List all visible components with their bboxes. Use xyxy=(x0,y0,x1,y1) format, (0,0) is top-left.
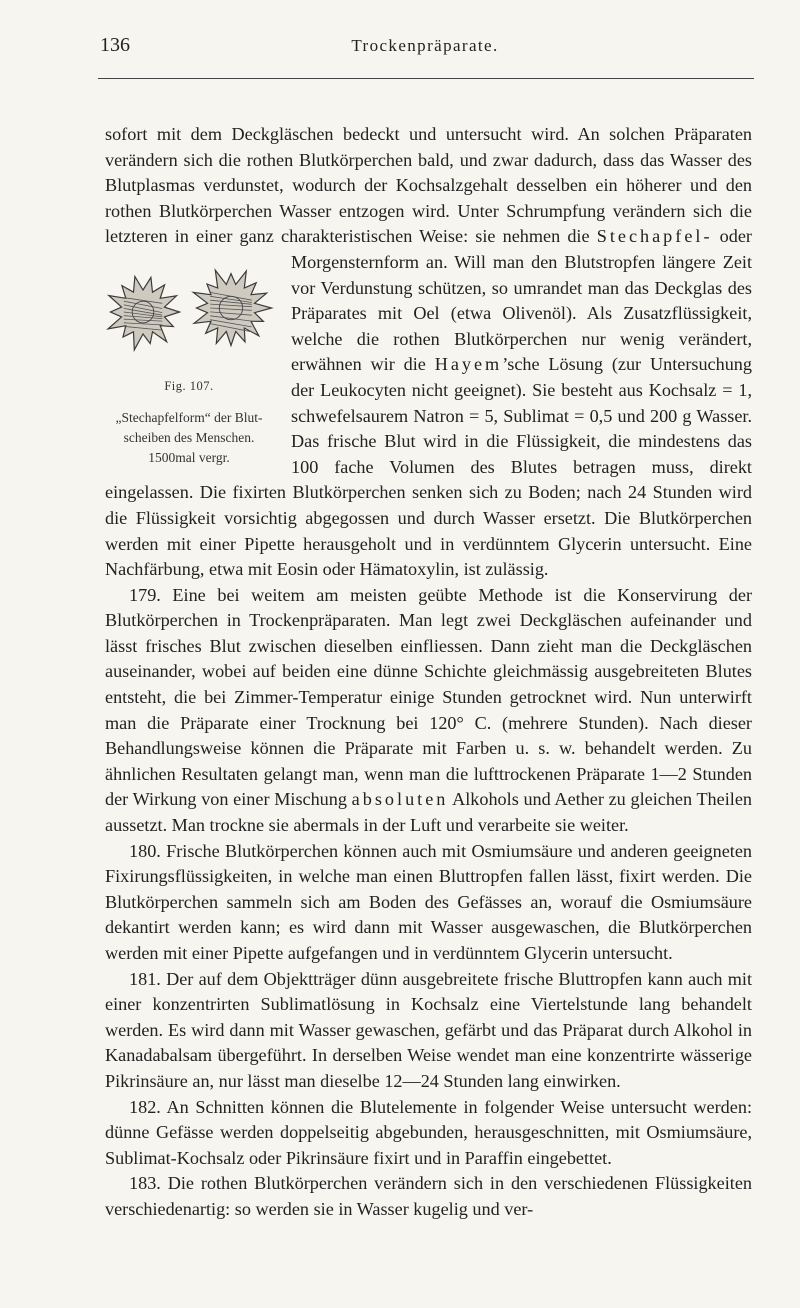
running-head: Trockenpräparate. xyxy=(351,36,499,55)
emphasis-absoluten: absoluten xyxy=(351,789,449,810)
page-header xyxy=(100,34,750,64)
paragraph-180: 180. Frische Blutkörperchen können auch mit Osmiumsäure und anderen geeigneten Fixirungsflüssigkeiten, in welche man einen Bluttropfen fallen lässt, fixirt werden. Die Blutkörperchen sammeln sich am Boden des Gefässes an, worauf die Osmiumsäure dekantirt werden kann; es wird dann mit Wasser ausgewaschen, die Blutkörperchen werden mit einer Pipette aufgefangen und in verdünntem Glycerin untersucht. xyxy=(105,840,752,963)
emphasis-hayem: Hayem xyxy=(434,354,503,375)
paragraph-intro: sofort mit dem Deckgläschen bedeckt und untersucht wird. An solchen Präparaten verändern sich die rothen Blutkörperchen bald, und zwar dadurch, dass das Wasser des Blutplasmas verdunstet, wodurch der Kochsalzgehalt desselben ein höherer und den rothen Blutkörperchen Wasser entzogen wird. Unter Schrumpfung verändern sich die letzteren in einer ganz charakteristischen Weise: sie nehmen die Stechapfel- Fig. 107. „Stechapfelform“ der Blut-scheiben des Menschen. 1500mal vergr. oder Morgensternform an. Will man den Blutstropfen längere Zeit vor Verdunstung schützen, so umrandet man das Deckglas des Präparates mit Oel (etwa Olivenöl). Als Zusatzflüssigkeit, welche die rothen Blutkörperchen nur wenig verändert, erwähnen wir die Hayem’sche Lösung (zur Untersuchung der Leukocyten nicht geeignet). Sie besteht aus Kochsalz = 1, schwefelsaurem Natron = 5, Sublimat = 0,5 und 200 g Wasser. Das frische Blut wird in die Flüssigkeit, die mindestens das 100 fache Volumen des Blutes betragen muss, direkt eingelassen. Die fixirten Blutkörperchen senken sich zu Boden; nach 24 Stunden wird die Flüssigkeit vorsichtig abgegossen und durch Wasser ersetzt. Die Blutkörperchen werden mit einer Pipette herausgeholt und in verdünntem Glycerin untersucht. Eine Nachfärbung, etwa mit Eosin oder Hämatoxylin, ist zulässig. xyxy=(105,122,752,583)
figure-107 xyxy=(99,254,279,468)
body-text xyxy=(105,122,752,1223)
emphasis-stechapfel: Stechapfel- xyxy=(596,226,713,247)
paragraph-183: 183. Die rothen Blutkörperchen verändern sich in den verschiedenen Flüssigkeiten verschiedenartig: so werden sie in Wasser kugelig und ver- xyxy=(105,1173,752,1219)
stechapfel-blood-cells-illustration xyxy=(101,254,277,366)
paragraph-179: 179. Eine bei weitem am meisten geübte Methode ist die Konservirung der Blutkörperchen in Trockenpräparaten. Man legt zwei Deckgläschen aufeinander und lässt frisches Blut zwischen dieselben einfliessen. Dann zieht man die Deckgläschen auseinander, wobei auf beiden eine dünne Schichte gleichmässig ausgebreiteten Blutes entsteht, die bei Zimmer-Temperatur einige Stunden getrocknet wird. Nun unterwirft man die Präparate einer Trocknung bei 120° C. (mehrere Stunden). Nach dieser Behandlungsweise können die Präparate mit Farben u. s. w. behandelt werden. Zu ähnlichen Resultaten gelangt man, wenn man die lufttrockenen Präparate 1—2 Stunden der Wirkung von einer Mischung absoluten Alkohols und Aether zu gleichen Theilen aussetzt. Man trockne sie abermals in der Luft und verarbeite sie weiter. xyxy=(105,584,752,836)
page-number: 136 xyxy=(100,34,130,56)
paragraph-182: 182. An Schnitten können die Blutelemente in folgender Weise untersucht werden: dünne Gefässe werden doppelseitig abgebunden, herausgeschnitten, mit Osmiumsäure, Sublimat-Kochsalz oder Pikrinsäure fixirt und in Paraffin eingebettet. xyxy=(105,1096,752,1168)
figure-caption: „Stechapfelform“ der Blut-scheiben des Menschen. 1500mal vergr. xyxy=(115,409,263,465)
paragraph-181: 181. Der auf dem Objektträger dünn ausgebreitete frische Bluttropfen kann auch mit einer konzentrirten Sublimatlösung in Kochsalz eine Viertelstunde lang behandelt werden. Es wird dann mit Wasser gewaschen, gefärbt und das Präparat durch Alkohol in Kanadabalsam übergeführt. In derselben Weise wendet man eine konzentrirte wässerige Pikrinsäure an, nur lässt man dieselbe 12—24 Stunden lang einwirken. xyxy=(105,968,752,1091)
header-rule xyxy=(98,78,754,79)
figure-label: Fig. 107. xyxy=(164,378,214,393)
